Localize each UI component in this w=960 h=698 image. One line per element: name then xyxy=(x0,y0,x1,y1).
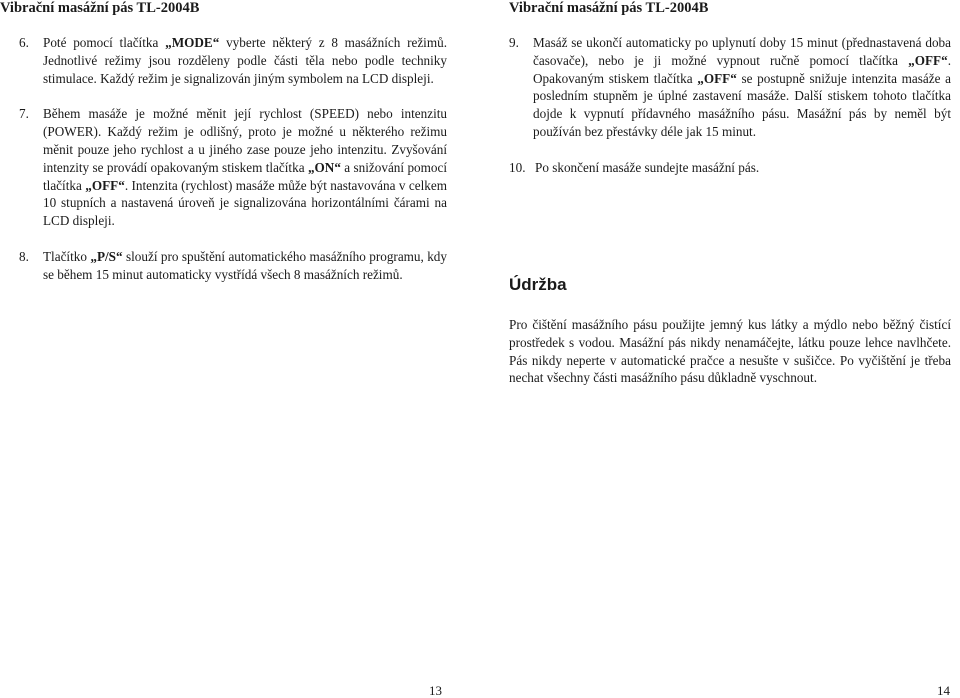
ps-button-label: „P/S“ xyxy=(90,248,123,264)
text-run: Poté pomocí tlačítka xyxy=(43,35,166,50)
left-column xyxy=(19,34,447,284)
text-run: . Opakovaným stiskem tlačítka xyxy=(533,52,951,86)
list-item-8 xyxy=(19,248,447,284)
right-column xyxy=(509,34,951,177)
text-run: Masáž se ukončí automaticky po uplynutí doby 15 minut (přednastavená doba časovače), nebo je ji možné vypnout ručně pomocí tlačítka xyxy=(533,35,951,68)
page-number-right: 14 xyxy=(937,683,950,698)
item-number: 10. xyxy=(509,159,526,175)
item-number: 8. xyxy=(19,248,29,264)
item-text xyxy=(533,159,951,177)
mode-button-label: „MODE“ xyxy=(165,35,220,50)
off-button-label: „OFF“ xyxy=(908,52,948,68)
text-run: se postupně snižuje intenzita masáže a posledním stupněm je úplné zastavení masáže. Další stiskem tohoto tlačítka dojde k vypnutí přídavného masážního pásu. Masážní pás by neměl být používán bez přestávky déle jak 15 minut. xyxy=(533,70,951,139)
maintenance-text: Pro čištění masážního pásu použijte jemný kus látky a mýdlo nebo běžný čistící prostředek s vodou. Masážní pás nikdy nenamáčejte, látku pouze lehce navlhčete. Pás nikdy neperte v automatické pračce a nesušte v sušičce. Po vyčištění je třeba nechat všechny části masážního pásu důkladně vyschnout. xyxy=(509,317,951,386)
list-item-7 xyxy=(19,105,447,230)
off-button-label: „OFF“ xyxy=(85,177,125,193)
text-run: . Intenzita (rychlost) masáže může být nastavována v celkem 10 stupních a nastavená úroveň je signalizována horizontálními čárami na LCD displeji. xyxy=(43,177,447,229)
list-item-6 xyxy=(19,34,447,87)
off-button-label: „OFF“ xyxy=(697,70,737,86)
page-number-left: 13 xyxy=(429,683,442,698)
page-title-left: Vibrační masážní pás TL-2004B xyxy=(0,0,200,16)
item-text xyxy=(43,248,447,284)
item-text xyxy=(43,34,447,87)
text-run: Tlačítko xyxy=(43,248,91,264)
item-number: 7. xyxy=(19,106,29,122)
item-number: 6. xyxy=(19,35,29,50)
item-text xyxy=(43,105,447,230)
text-run: vyberte některý z 8 masážních režimů. Jednotlivé režimy jsou rozděleny podle části těla nebo podle techniky stimulace. Každý režim je signalizován jiným symbolem na LCD displeji. xyxy=(43,35,447,86)
text-run: a snižování pomocí tlačítka xyxy=(43,159,448,193)
on-button-label: „ON“ xyxy=(307,159,341,175)
text-run: Po skončení masáže sundejte masážní pás. xyxy=(535,159,760,175)
item-text xyxy=(533,34,951,141)
maintenance-section xyxy=(509,316,951,387)
maintenance-heading: Údržba xyxy=(509,275,567,294)
text-run: Během masáže je možné měnit její rychlost (SPEED) nebo intenzitu (POWER). Každý režim je odlišný, proto je možné u některého režimu měnit pouze jeho rychlost a u jiného zase pouze jeho intenzitu. Zvyšování intenzity se provádí opakovaným stiskem tlačítka xyxy=(43,106,447,175)
item-number: 9. xyxy=(509,35,519,50)
list-item-10 xyxy=(509,159,951,177)
page-title-right: Vibrační masážní pás TL-2004B xyxy=(509,0,709,16)
text-run: slouží pro spuštění automatického masážního programu, kdy se během 15 minut automaticky vystřídá všech 8 masážních režimů. xyxy=(43,248,447,282)
list-item-9 xyxy=(509,34,951,141)
